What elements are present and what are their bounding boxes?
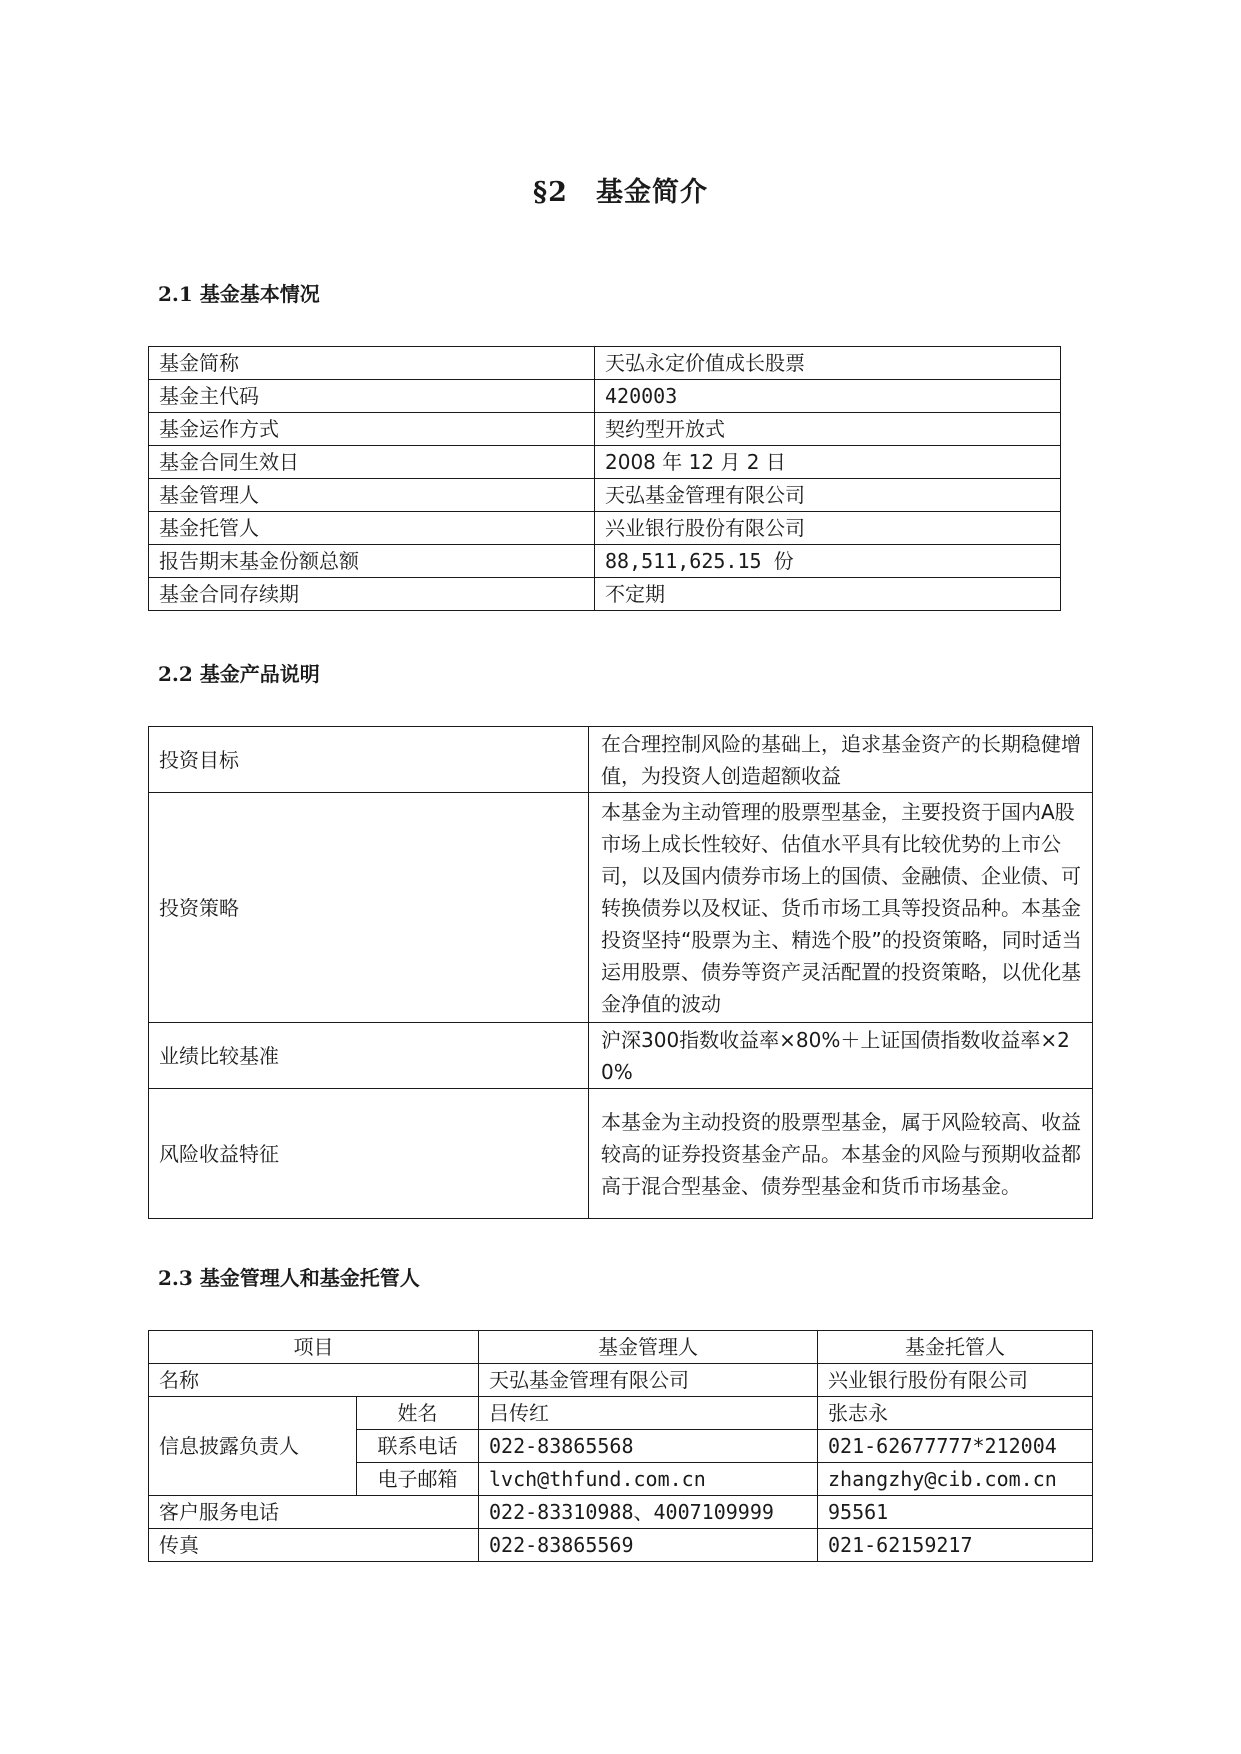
row-value: 420003	[595, 380, 1061, 413]
manager-custodian-table	[148, 1330, 1093, 1562]
custodian-value: 95561	[818, 1496, 1093, 1529]
custodian-value: 021-62677777*212004	[818, 1430, 1093, 1463]
row-label: 基金管理人	[149, 479, 595, 512]
fund-basic-info-table	[148, 346, 1061, 611]
row-value: 契约型开放式	[595, 413, 1061, 446]
row-label: 传真	[149, 1529, 479, 1562]
manager-value: 022-83865569	[479, 1529, 818, 1562]
manager-value: 天弘基金管理有限公司	[479, 1364, 818, 1397]
row-value: 本基金为主动管理的股票型基金，主要投资于国内A股市场上成长性较好、估值水平具有比较优势的上市公司，以及国内债券市场上的国债、金融债、企业债、可转换债券以及权证、货币市场工具等投资品种。本基金投资坚持“股票为主、精选个股”的投资策略，同时适当运用股票、债券等资产灵活配置的投资策略，以优化基金净值的波动	[589, 793, 1093, 1023]
sub-label: 姓名	[357, 1397, 479, 1430]
custodian-value: 兴业银行股份有限公司	[818, 1364, 1093, 1397]
row-label: 基金托管人	[149, 512, 595, 545]
row-label: 业绩比较基准	[149, 1023, 589, 1089]
row-label: 基金运作方式	[149, 413, 595, 446]
section-2-2-heading: 2.2 基金产品说明	[158, 662, 320, 686]
row-label: 基金主代码	[149, 380, 595, 413]
table-row	[149, 413, 1061, 446]
custodian-value: 张志永	[818, 1397, 1093, 1430]
section-2-3-heading: 2.3 基金管理人和基金托管人	[158, 1266, 420, 1290]
manager-value: 022-83310988、4007109999	[479, 1496, 818, 1529]
table-row	[149, 1023, 1093, 1089]
table-row	[149, 347, 1061, 380]
page-title: §2 基金简介	[533, 177, 708, 208]
row-value: 天弘永定价值成长股票	[595, 347, 1061, 380]
table-row	[149, 578, 1061, 611]
custodian-email: zhangzhy@cib.com.cn	[818, 1463, 1093, 1496]
table-row	[149, 380, 1061, 413]
row-value: 2008 年 12 月 2 日	[595, 446, 1061, 479]
row-value: 兴业银行股份有限公司	[595, 512, 1061, 545]
manager-value: 022-83865568	[479, 1430, 818, 1463]
header-custodian: 基金托管人	[818, 1331, 1093, 1364]
custodian-value: 021-62159217	[818, 1529, 1093, 1562]
row-value: 88,511,625.15 份	[595, 545, 1061, 578]
manager-value: 吕传红	[479, 1397, 818, 1430]
disclosure-label: 信息披露负责人	[149, 1397, 357, 1496]
fund-product-table	[148, 726, 1093, 1219]
table-row	[149, 1397, 1093, 1430]
table-row	[149, 512, 1061, 545]
row-label: 投资策略	[149, 793, 589, 1023]
sub-label: 电子邮箱	[357, 1463, 479, 1496]
row-value: 本基金为主动投资的股票型基金，属于风险较高、收益较高的证券投资基金产品。本基金的风险与预期收益都高于混合型基金、债券型基金和货币市场基金。	[589, 1089, 1093, 1219]
row-label: 基金合同生效日	[149, 446, 595, 479]
row-value: 天弘基金管理有限公司	[595, 479, 1061, 512]
row-label: 名称	[149, 1364, 479, 1397]
row-value: 不定期	[595, 578, 1061, 611]
row-label: 客户服务电话	[149, 1496, 479, 1529]
row-label: 基金合同存续期	[149, 578, 595, 611]
table-row	[149, 727, 1093, 793]
sub-label: 联系电话	[357, 1430, 479, 1463]
header-manager: 基金管理人	[479, 1331, 818, 1364]
table-row	[149, 1364, 1093, 1397]
table-row	[149, 479, 1061, 512]
table-row	[149, 1496, 1093, 1529]
row-value: 在合理控制风险的基础上，追求基金资产的长期稳健增值，为投资人创造超额收益	[589, 727, 1093, 793]
table-row	[149, 1089, 1093, 1219]
row-label: 基金简称	[149, 347, 595, 380]
section-2-1-heading: 2.1 基金基本情况	[158, 282, 320, 306]
row-label: 风险收益特征	[149, 1089, 589, 1219]
row-label: 投资目标	[149, 727, 589, 793]
table-row	[149, 793, 1093, 1023]
table-row	[149, 446, 1061, 479]
manager-email: lvch@thfund.com.cn	[479, 1463, 818, 1496]
row-label: 报告期末基金份额总额	[149, 545, 595, 578]
table-row	[149, 1529, 1093, 1562]
table-header-row	[149, 1331, 1093, 1364]
table-row	[149, 545, 1061, 578]
row-value: 沪深300指数收益率×80%＋上证国债指数收益率×20%	[589, 1023, 1093, 1089]
header-item: 项目	[149, 1331, 479, 1364]
